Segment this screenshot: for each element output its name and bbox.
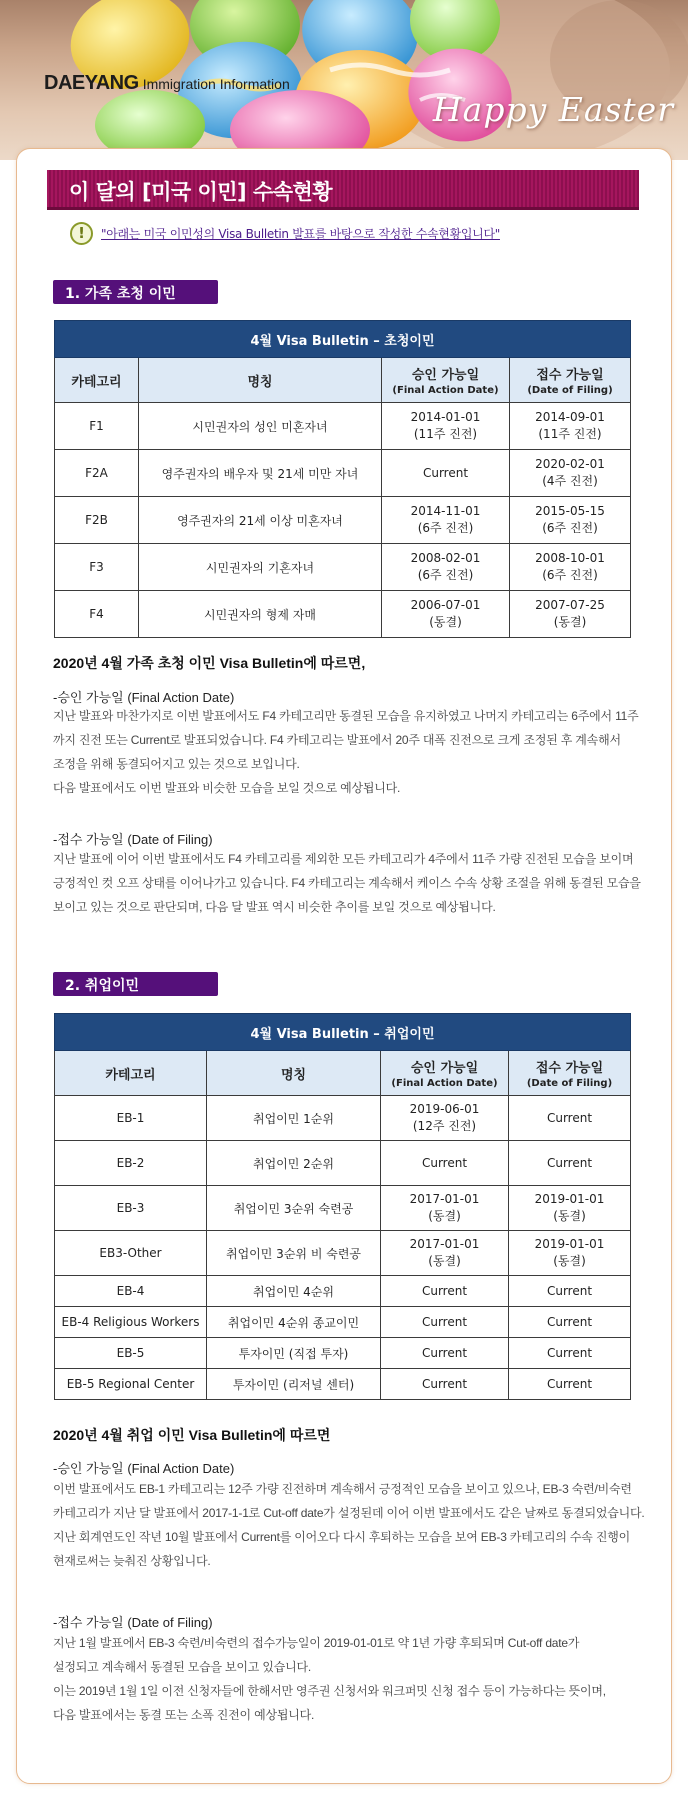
column-header-filing-sub: (Date of Filing)	[526, 1078, 613, 1089]
category-cell: F4	[55, 591, 139, 638]
table-row	[55, 1186, 631, 1231]
category-cell: EB-1	[55, 1096, 207, 1141]
paragraph-line: 현재로써는 늦춰진 상황입니다.	[53, 1554, 211, 1568]
filing-cell: Current	[509, 1276, 631, 1307]
column-header-final-action-sub: (Final Action Date)	[391, 1078, 498, 1089]
employment-visa-table	[54, 1013, 631, 1400]
column-header-final-action	[382, 358, 510, 403]
final-action-cell	[382, 591, 510, 638]
column-header-name: 명칭	[207, 1051, 381, 1096]
final-action-change: (동결)	[429, 615, 462, 629]
filing-date: 2008-10-01	[535, 551, 605, 565]
filing-cell: Current	[509, 1307, 631, 1338]
page-title-bar	[47, 170, 639, 210]
column-header-final-action	[381, 1051, 509, 1096]
family-filing-title: -접수 가능일 (Date of Filing)	[53, 832, 213, 847]
filing-cell: Current	[509, 1338, 631, 1369]
family-visa-table	[54, 320, 631, 638]
filing-date: 2020-02-01	[535, 457, 605, 471]
filing-cell	[510, 591, 631, 638]
name-cell: 영주권자의 배우자 및 21세 미만 자녀	[139, 450, 382, 497]
table-row	[55, 1231, 631, 1276]
column-header-filing-sub: (Date of Filing)	[527, 385, 613, 396]
category-cell: EB-3	[55, 1186, 207, 1231]
category-cell: EB3-Other	[55, 1231, 207, 1276]
column-header-filing-label: 접수 가능일	[536, 368, 604, 383]
category-cell: EB-2	[55, 1141, 207, 1186]
final-action-date: 2006-07-01	[410, 598, 481, 612]
column-header-final-action-label: 승인 가능일	[411, 368, 480, 383]
paragraph-line: 이번 발표에서도 EB-1 카테고리는 12주 가량 진전하며 계속해서 긍정적인 모습을 보이고 있으나, EB-3 숙련/비숙련	[53, 1482, 632, 1496]
final-action-cell: Current	[381, 1369, 509, 1400]
table-row	[55, 1307, 631, 1338]
name-cell: 시민권자의 기혼자녀	[139, 544, 382, 591]
filing-change: (동결)	[553, 1209, 586, 1223]
employment-filing-title: -접수 가능일 (Date of Filing)	[53, 1615, 213, 1630]
table-row	[55, 450, 631, 497]
filing-change: (4주 진전)	[542, 474, 598, 488]
table-row	[55, 1096, 631, 1141]
name-cell: 취업이민 4순위 종교이민	[207, 1307, 381, 1338]
name-cell: 취업이민 3순위 숙련공	[207, 1186, 381, 1231]
paragraph-line: 조정을 위해 동결되어지고 있는 것으로 보입니다.	[53, 757, 300, 771]
exclamation-icon: !	[70, 222, 93, 245]
filing-date: 2015-05-15	[535, 504, 605, 518]
section-label-family: 1. 가족 초청 이민	[53, 280, 218, 304]
column-header-filing	[510, 358, 631, 403]
column-header-category: 카테고리	[55, 358, 139, 403]
brand-subtitle: Immigration Information	[142, 76, 290, 92]
paragraph-line: 지난 발표와 마찬가지로 이번 발표에서도 F4 카테고리만 동결된 모습을 유지하였고 나머지 카테고리는 6주에서 11주	[53, 709, 639, 723]
table-row	[55, 1276, 631, 1307]
paragraph-line: 다음 발표에서도 이번 발표와 비슷한 모습을 보일 것으로 예상됩니다.	[53, 781, 401, 795]
category-cell: F1	[55, 403, 139, 450]
final-action-change: (11주 진전)	[413, 427, 478, 441]
filing-cell	[510, 450, 631, 497]
page-title: 이 달의 [미국 이민] 수속현황	[69, 180, 333, 204]
column-header-final-action-sub: (Final Action Date)	[392, 385, 499, 396]
filing-cell	[509, 1096, 631, 1141]
family-final-action-title: -승인 가능일 (Final Action Date)	[53, 690, 235, 705]
final-action-cell: Current	[381, 1276, 509, 1307]
final-action-cell: Current	[381, 1338, 509, 1369]
category-cell: EB-4 Religious Workers	[55, 1307, 207, 1338]
paragraph-line: 보이고 있는 것으로 판단되며, 다음 달 발표 역시 비슷한 추이를 보일 것으로 예상됩니다.	[53, 900, 496, 914]
filing-change: (6주 진전)	[542, 568, 598, 582]
final-action-cell	[382, 450, 510, 497]
employment-summary-title: 2020년 4월 취업 이민 Visa Bulletin에 따르면	[53, 1427, 331, 1443]
category-cell: F3	[55, 544, 139, 591]
employment-final-action-title: -승인 가능일 (Final Action Date)	[53, 1461, 235, 1476]
filing-date: Current	[546, 1110, 593, 1125]
filing-cell	[509, 1231, 631, 1276]
final-action-date: 2014-11-01	[410, 504, 481, 518]
final-action-cell: Current	[381, 1307, 509, 1338]
table-row	[55, 403, 631, 450]
paragraph-line: 지난 1월 발표에서 EB-3 숙련/비숙련의 접수가능일이 2019-01-01로 약 1년 가량 후퇴되며 Cut-off date가	[53, 1636, 580, 1650]
final-action-change: (6주 진전)	[417, 568, 474, 582]
category-cell: EB-5 Regional Center	[55, 1369, 207, 1400]
filing-cell: Current	[509, 1369, 631, 1400]
filing-date: 2007-07-25	[535, 598, 605, 612]
name-cell: 취업이민 1순위	[207, 1096, 381, 1141]
name-cell: 시민권자의 형제 자매	[139, 591, 382, 638]
brand-logo	[44, 72, 290, 95]
brand-name: DAEYANG	[44, 72, 139, 94]
filing-change: (6주 진전)	[542, 521, 598, 535]
name-cell: 취업이민 3순위 비 숙련공	[207, 1231, 381, 1276]
final-action-cell	[381, 1141, 509, 1186]
final-action-date: Current	[422, 465, 469, 480]
family-summary-title: 2020년 4월 가족 초청 이민 Visa Bulletin에 따르면,	[53, 655, 366, 671]
name-cell: 투자이민 (직접 투자)	[207, 1338, 381, 1369]
final-action-cell	[381, 1096, 509, 1141]
table-row	[55, 591, 631, 638]
family-filing-text	[53, 847, 653, 919]
final-action-date: 2019-06-01	[409, 1102, 480, 1116]
filing-date: 2019-01-01	[534, 1192, 605, 1206]
filing-cell	[509, 1186, 631, 1231]
column-header-filing-label: 접수 가능일	[535, 1061, 604, 1076]
paragraph-line: 지난 회계연도인 작년 10월 발표에서 Current를 이어오다 다시 후퇴하는 모습을 보여 EB-3 카테고리의 수속 진행이	[53, 1530, 630, 1544]
filing-change: (동결)	[553, 1254, 586, 1268]
category-cell: EB-5	[55, 1338, 207, 1369]
easter-greeting: Happy Easter	[432, 90, 674, 129]
final-action-cell	[381, 1231, 509, 1276]
table-caption: 4월 Visa Bulletin – 취업이민	[55, 1014, 631, 1051]
category-cell: F2B	[55, 497, 139, 544]
table-caption: 4월 Visa Bulletin – 초청이민	[55, 321, 631, 358]
filing-change: (동결)	[553, 615, 587, 629]
family-final-action-text	[53, 704, 653, 800]
final-action-change: (동결)	[428, 1209, 461, 1223]
column-header-name: 명칭	[139, 358, 382, 403]
paragraph-line: 지난 발표에 이어 이번 발표에서도 F4 카테고리를 제외한 모든 카테고리가 4주에서 11주 가량 진전된 모습을 보이며	[53, 852, 634, 866]
column-header-category: 카테고리	[55, 1051, 207, 1096]
final-action-cell	[381, 1186, 509, 1231]
paragraph-line: 설정되고 계속해서 동결된 모습을 보이고 있습니다.	[53, 1660, 312, 1674]
filing-cell	[510, 403, 631, 450]
final-action-change: (6주 진전)	[417, 521, 474, 535]
table-row	[55, 1369, 631, 1400]
category-cell: F2A	[55, 450, 139, 497]
final-action-change: (12주 진전)	[412, 1119, 477, 1133]
section-label-employment: 2. 취업이민	[53, 972, 218, 996]
final-action-date: Current	[421, 1155, 468, 1170]
notice-text: "아래는 미국 이민성의 Visa Bulletin 발표를 바탕으로 작성한 수속현황입니다"	[101, 226, 500, 241]
filing-date: 2014-09-01	[535, 410, 605, 424]
filing-cell	[510, 497, 631, 544]
filing-date: Current	[546, 1155, 593, 1170]
name-cell: 영주권자의 21세 이상 미혼자녀	[139, 497, 382, 544]
paragraph-line: 카테고리가 지난 달 발표에서 2017-1-1로 Cut-off date가 설정된데 이어 이번 발표에서도 같은 날짜로 동결되었습니다.	[53, 1506, 645, 1520]
table-row	[55, 1141, 631, 1186]
paragraph-line: 다음 발표에서는 동결 또는 소폭 진전이 예상됩니다.	[53, 1708, 315, 1722]
name-cell: 취업이민 2순위	[207, 1141, 381, 1186]
paragraph-line: 이는 2019년 1월 1일 이전 신청자들에 한해서만 영주권 신청서와 워크퍼밋 신청 접수 등이 가능하다는 뜻이며,	[53, 1684, 606, 1698]
notice-row	[70, 219, 500, 247]
column-header-filing	[509, 1051, 631, 1096]
final-action-change: (동결)	[428, 1254, 461, 1268]
filing-change: (11주 진전)	[538, 427, 602, 441]
category-cell: EB-4	[55, 1276, 207, 1307]
paragraph-line: 까지 진전 또는 Current로 발표되었습니다. F4 카테고리는 발표에서 20주 대폭 진전으로 크게 조정된 후 계속해서	[53, 733, 621, 747]
final-action-cell	[382, 544, 510, 591]
final-action-date: 2014-01-01	[410, 410, 481, 424]
employment-final-action-text	[53, 1477, 653, 1573]
filing-cell	[509, 1141, 631, 1186]
table-row	[55, 1338, 631, 1369]
final-action-cell	[382, 497, 510, 544]
header-banner	[0, 0, 688, 160]
table-row	[55, 497, 631, 544]
filing-date: 2019-01-01	[534, 1237, 605, 1251]
employment-filing-text	[53, 1631, 653, 1727]
final-action-date: 2008-02-01	[410, 551, 481, 565]
name-cell: 투자이민 (리저널 센터)	[207, 1369, 381, 1400]
column-header-final-action-label: 승인 가능일	[410, 1061, 479, 1076]
name-cell: 시민권자의 성인 미혼자녀	[139, 403, 382, 450]
paragraph-line: 긍정적인 컷 오프 상태를 이어나가고 있습니다. F4 카테고리는 계속해서 케이스 수속 상황 조절을 위해 동결된 모습을	[53, 876, 641, 890]
final-action-date: 2017-01-01	[409, 1192, 480, 1206]
table-row	[55, 544, 631, 591]
filing-cell	[510, 544, 631, 591]
final-action-cell	[382, 403, 510, 450]
final-action-date: 2017-01-01	[409, 1237, 480, 1251]
name-cell: 취업이민 4순위	[207, 1276, 381, 1307]
